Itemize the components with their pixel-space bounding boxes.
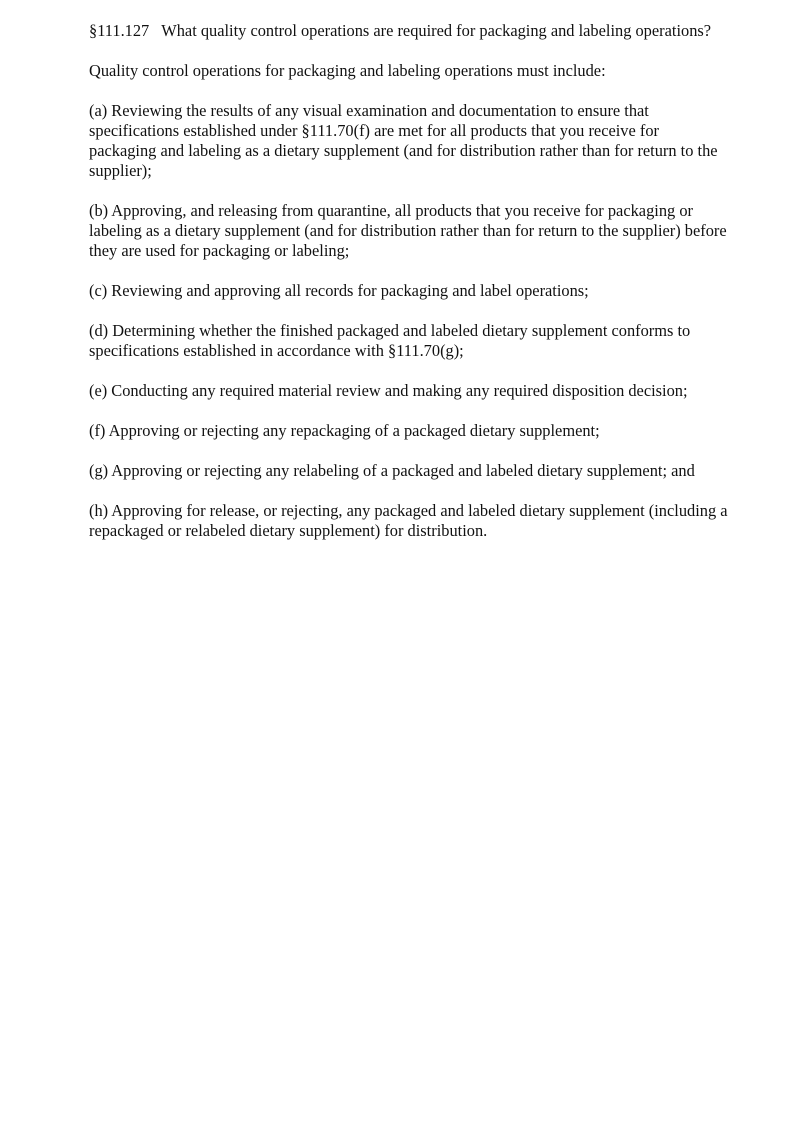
section-heading [89, 21, 729, 41]
list-item-g: (g) Approving or rejecting any relabeling of a packaged and labeled dietary supplement; and [89, 461, 695, 480]
list-item-h: (h) Approving for release, or rejecting, any packaged and labeled dietary supplement (including a repackaged or relabeled dietary supplement) for distribution. [89, 501, 728, 540]
list-item-d: (d) Determining whether the finished packaged and labeled dietary supplement conforms to specifications established in accordance with §111.70(g); [89, 321, 691, 360]
section-number: §111.127 [89, 21, 150, 40]
document-page [89, 21, 729, 561]
list-item-b: (b) Approving, and releasing from quarantine, all products that you receive for packaging or labeling as a dietary supplement (and for distribution rather than for return to the supplier) before they are used for packaging or labeling; [89, 201, 727, 260]
intro-paragraph: Quality control operations for packaging and labeling operations must include: [89, 61, 606, 80]
list-item-f: (f) Approving or rejecting any repackaging of a packaged dietary supplement; [89, 421, 600, 440]
list-item-e: (e) Conducting any required material review and making any required disposition decision; [89, 381, 688, 400]
list-item-c: (c) Reviewing and approving all records for packaging and label operations; [89, 281, 589, 300]
list-item-a: (a) Reviewing the results of any visual examination and documentation to ensure that specifications established under §111.70(f) are met for all products that you receive for packaging and labeling as a dietary supplement (and for distribution rather than for return to the supplier); [89, 101, 718, 180]
section-question: What quality control operations are required for packaging and labeling operations? [161, 21, 712, 40]
